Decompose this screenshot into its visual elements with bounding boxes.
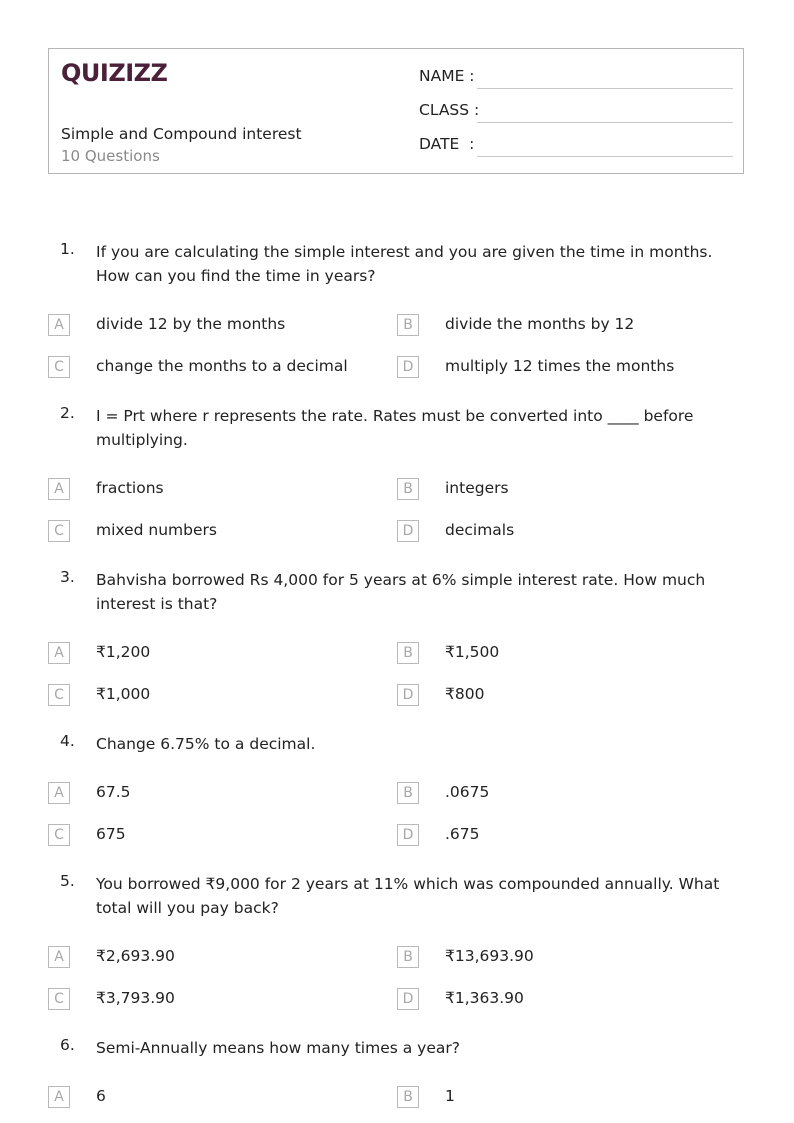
option-letter: D <box>397 988 419 1010</box>
q1-option-d[interactable] <box>397 356 737 380</box>
option-letter: C <box>48 684 70 706</box>
option-text: .0675 <box>445 783 490 801</box>
option-text: change the months to a decimal <box>96 357 348 375</box>
question-number: 5. <box>60 872 75 890</box>
worksheet-header <box>48 48 744 174</box>
option-letter: A <box>48 1086 70 1108</box>
option-letter: C <box>48 988 70 1010</box>
class-label: CLASS : <box>419 101 480 119</box>
option-text: ₹1,200 <box>96 643 151 661</box>
date-field[interactable] <box>419 135 733 157</box>
option-letter: D <box>397 356 419 378</box>
option-text: decimals <box>445 521 515 539</box>
q3-option-c[interactable] <box>48 684 388 708</box>
option-text: integers <box>445 479 509 497</box>
option-letter: B <box>397 478 419 500</box>
question-text: If you are calculating the simple interest and you are given the time in months. How can you find the time in years? <box>96 243 713 285</box>
q3-option-a[interactable] <box>48 642 388 666</box>
worksheet-title: Simple and Compound interest <box>61 125 302 143</box>
option-letter: C <box>48 824 70 846</box>
question-text: Bahvisha borrowed Rs 4,000 for 5 years at 6% simple interest rate. How much interest is that? <box>96 571 706 613</box>
question-number: 2. <box>60 404 75 422</box>
option-letter: A <box>48 946 70 968</box>
option-letter: D <box>397 824 419 846</box>
name-label: NAME : <box>419 67 475 85</box>
option-text: fractions <box>96 479 164 497</box>
q3-option-b[interactable] <box>397 642 737 666</box>
option-letter: B <box>397 782 419 804</box>
option-letter: A <box>48 642 70 664</box>
option-letter: A <box>48 314 70 336</box>
q4-option-c[interactable] <box>48 824 388 848</box>
option-letter: B <box>397 946 419 968</box>
option-letter: B <box>397 642 419 664</box>
question-count: 10 Questions <box>61 147 160 165</box>
q4-option-b[interactable] <box>397 782 737 806</box>
q6-option-b[interactable] <box>397 1086 737 1110</box>
class-field[interactable] <box>419 101 733 123</box>
q2-option-b[interactable] <box>397 478 737 502</box>
q3-option-d[interactable] <box>397 684 737 708</box>
option-text: ₹1,000 <box>96 685 151 703</box>
question-number: 1. <box>60 240 75 258</box>
option-letter: B <box>397 1086 419 1108</box>
date-line[interactable] <box>477 156 733 157</box>
name-line[interactable] <box>477 88 733 89</box>
option-text: ₹1,500 <box>445 643 500 661</box>
q2-option-d[interactable] <box>397 520 737 544</box>
option-text: ₹2,693.90 <box>96 947 175 965</box>
q1-option-a[interactable] <box>48 314 388 338</box>
question-text: Change 6.75% to a decimal. <box>96 735 316 753</box>
question-text: Semi-Annually means how many times a year? <box>96 1039 460 1057</box>
q2-option-c[interactable] <box>48 520 388 544</box>
question-number: 3. <box>60 568 75 586</box>
quizizz-logo: QUIZIZZ <box>61 59 168 87</box>
q1-option-c[interactable] <box>48 356 388 380</box>
option-text: .675 <box>445 825 480 843</box>
option-text: 675 <box>96 825 126 843</box>
option-letter: C <box>48 356 70 378</box>
date-label: DATE : <box>419 135 475 153</box>
option-text: ₹3,793.90 <box>96 989 175 1007</box>
option-letter: C <box>48 520 70 542</box>
option-text: divide the months by 12 <box>445 315 635 333</box>
q5-option-b[interactable] <box>397 946 737 970</box>
q5-option-a[interactable] <box>48 946 388 970</box>
option-letter: A <box>48 478 70 500</box>
q1-option-b[interactable] <box>397 314 737 338</box>
option-letter: B <box>397 314 419 336</box>
option-text: divide 12 by the months <box>96 315 286 333</box>
q5-option-d[interactable] <box>397 988 737 1012</box>
q4-option-d[interactable] <box>397 824 737 848</box>
q4-option-a[interactable] <box>48 782 388 806</box>
q6-option-a[interactable] <box>48 1086 388 1110</box>
option-text: 1 <box>445 1087 455 1105</box>
option-letter: D <box>397 684 419 706</box>
name-field[interactable] <box>419 67 733 89</box>
option-letter: D <box>397 520 419 542</box>
option-text: mixed numbers <box>96 521 217 539</box>
option-text: ₹800 <box>445 685 485 703</box>
question-number: 4. <box>60 732 75 750</box>
option-text: ₹1,363.90 <box>445 989 524 1007</box>
class-line[interactable] <box>477 122 733 123</box>
question-number: 6. <box>60 1036 75 1054</box>
question-text: You borrowed ₹9,000 for 2 years at 11% which was compounded annually. What total will you pay back? <box>96 875 720 917</box>
option-text: multiply 12 times the months <box>445 357 675 375</box>
q5-option-c[interactable] <box>48 988 388 1012</box>
option-text: 6 <box>96 1087 106 1105</box>
option-text: 67.5 <box>96 783 131 801</box>
option-text: ₹13,693.90 <box>445 947 534 965</box>
q2-option-a[interactable] <box>48 478 388 502</box>
question-text: I = Prt where r represents the rate. Rates must be converted into ____ before multiplying. <box>96 407 694 449</box>
option-letter: A <box>48 782 70 804</box>
